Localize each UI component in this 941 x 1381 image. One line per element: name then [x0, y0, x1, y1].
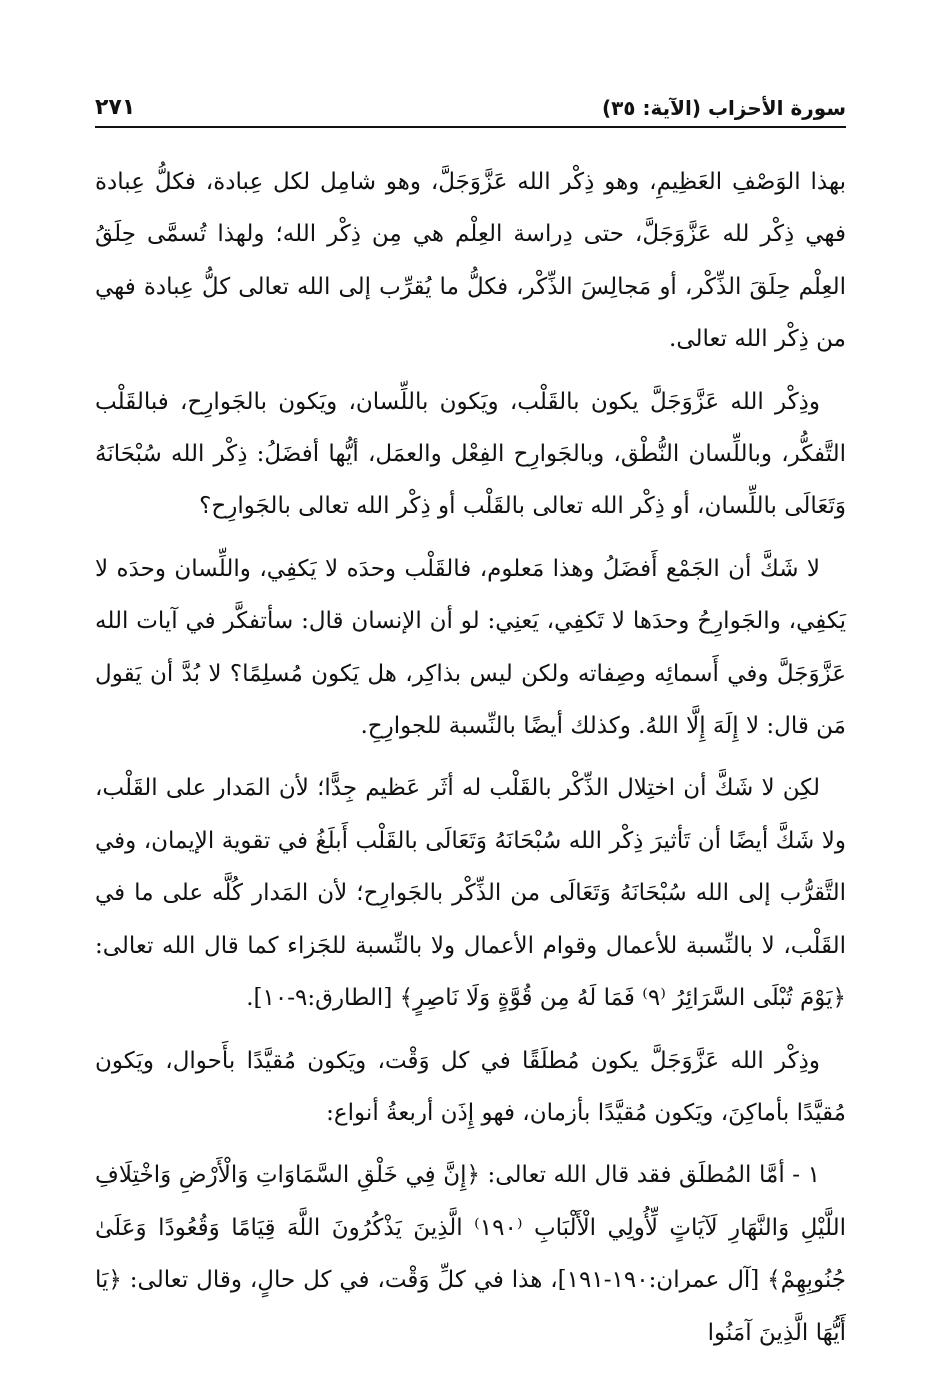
- body-text: [95, 156, 846, 1359]
- page-number: ٢٧١: [95, 95, 136, 120]
- paragraph: لا شَكَّ أن الجَمْع أَفضَلُ وهذا مَعلوم، فالقَلْب وحدَه لا يَكفِي، واللِّسان وحدَه لا يَكفِي، والجَوارِحُ وحدَها لا تَكفِي، يَعنِي: لو أن الإنسان قال: سأتفكَّر في آيات الله عَزَّوَجَلَّ وفي أَسمائِه وصِفاته ولكن ليس بذاكِر، هل يَكون مُسلِمًا؟ لا بُدَّ أن يَقول مَن قال: لا إِلَهَ إِلَّا اللهُ. وكذلك أيضًا بالنِّسبة للجوارِحِ.: [95, 555, 846, 740]
- paragraph: لكِن لا شَكَّ أن اختِلال الذِّكْر بالقَلْب له أثَر عَظيم جِدًّا؛ لأن المَدار على القَلْب، ولا شَكَّ أيضًا أن تَأثيرَ ذِكْر الله سُبْحَانَهُ وَتَعَالَى بالقَلْب أَبلَغُ في تقوية الإيمان، وفي التَّقرُّب إلى الله سُبْحَانَهُ وَتَعَالَى من الذِّكْر بالجَوارِح؛ لأن المَدار كُلَّه على ما في القَلْب، لا بالنِّسبة للأعمال وقوام الأعمال ولا بالنِّسبة للجَزاء كما قال الله تعالى: ﴿يَوْمَ تُبْلَى السَّرَائِرُ ⁽٩⁾ فَمَا لَهُ مِن قُوَّةٍ وَلَا نَاصِرٍ﴾ [الطارق:٩-١٠].: [95, 775, 846, 1012]
- page-header: [95, 80, 846, 128]
- paragraph: ١ - أمَّا المُطلَق فقد قال الله تعالى: ﴿إِنَّ فِي خَلْقِ السَّمَاوَاتِ وَالْأَرْضِ وَاخْتِلَافِ اللَّيْلِ وَالنَّهَارِ لَآيَاتٍ لِّأُولِي الْأَلْبَابِ ⁽١٩٠⁾ الَّذِينَ يَذْكُرُونَ اللَّهَ قِيَامًا وَقُعُودًا وَعَلَىٰ جُنُوبِهِمْ﴾ [آل عمران:١٩٠-١٩١]، هذا في كلِّ وَقْت، في كل حالٍ، وقال تعالى: ﴿يَا أَيُّهَا الَّذِينَ آمَنُوا: [95, 1162, 847, 1346]
- paragraph: بهذا الوَصْفِ العَظِيمِ، وهو ذِكْر الله عَزَّوَجَلَّ، وهو شامِل لكل عِبادة، فكلُّ عِبادة فهي ذِكْر لله عَزَّوَجَلَّ، حتى دِراسة العِلْم هي مِن ذِكْر الله؛ ولهذا تُسمَّى حِلَقُ العِلْم حِلَقَ الذِّكْر، أو مَجالِسَ الذِّكْر، فكلُّ ما يُقرِّب إلى الله تعالى كلُّ عِبادة فهي من ذِكْر الله تعالى.: [95, 169, 846, 353]
- paragraph: وذِكْر الله عَزَّوَجَلَّ يكون مُطلَقًا في كل وَقْت، ويَكون مُقيَّدًا بأَحوال، ويَكون مُقيَّدًا بأماكِنَ، ويَكون مُقيَّدًا بأزمان، فهو إِذَن أربعةُ أنواع:: [95, 1047, 846, 1126]
- paragraph: وذِكْر الله عَزَّوَجَلَّ يكون بالقَلْب، ويَكون باللِّسان، ويَكون بالجَوارِح، فبالقَلْب التَّفكُّر، وباللِّسان النُّطْق، وبالجَوارِح الفِعْل والعمَل، أيُّها أفضَلُ: ذِكْر الله سُبْحَانَهُ وَتَعَالَى باللِّسان، أو ذِكْر الله تعالى بالقَلْب أو ذِكْر الله تعالى بالجَوارِح؟: [95, 388, 846, 520]
- running-title: سورة الأحزاب (الآية: ٣٥): [601, 96, 846, 120]
- book-page: [95, 80, 847, 1346]
